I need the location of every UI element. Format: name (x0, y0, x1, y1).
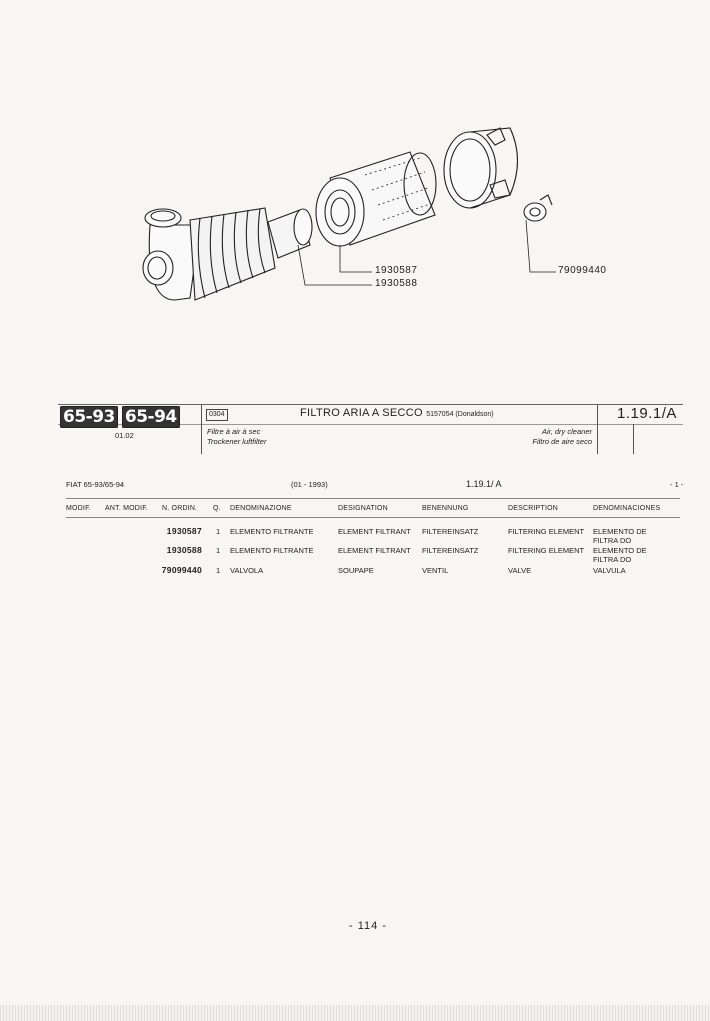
col-denominazione: DENOMINAZIONE (230, 505, 292, 512)
valve-drawing (524, 195, 552, 221)
title-italian: FILTRO ARIA A SECCO (300, 407, 423, 419)
desc-italian: VALVOLA (230, 566, 264, 575)
callout-1930587: 1930587 (375, 265, 418, 276)
desc-french: SOUPAPE (338, 566, 374, 575)
quantity: 1 (216, 566, 221, 575)
quantity: 1 (216, 527, 221, 536)
header-date: 01.02 (115, 431, 134, 440)
desc-german: VENTIL (422, 566, 449, 575)
filter-element-drawing (316, 152, 436, 246)
desc-french: ELEMENT FILTRANT (338, 546, 411, 555)
title-english: Air, dry cleaner (541, 427, 592, 436)
group-code: 0304 (206, 409, 228, 421)
title-note: 5157054 (Donaldson) (426, 411, 494, 418)
callout-1930588: 1930588 (375, 278, 418, 289)
col-n-ordin: N. ORDIN. (162, 505, 198, 512)
filter-cover-drawing (444, 128, 518, 208)
scan-edge-strip (0, 1005, 710, 1021)
col-denominaciones: DENOMINACIONES (593, 505, 661, 512)
model-65-93: 65-93 (60, 406, 118, 428)
desc-spanish: ELEMENTO DE FILTRA DO (593, 546, 647, 564)
desc-english: FILTERING ELEMENT (508, 546, 585, 555)
col-modif: MODIF. (66, 505, 91, 512)
title-spanish: Filtro de aire seco (532, 437, 592, 446)
model-label: FIAT 65-93/65-94 (66, 480, 125, 489)
section-code: 1.19.1/A (617, 405, 677, 422)
col-q: Q. (213, 505, 221, 512)
part-number: 1930587 (166, 526, 202, 536)
model-logo (60, 407, 184, 427)
quantity: 1 (216, 546, 221, 555)
desc-german: FILTEREINSATZ (422, 527, 479, 536)
desc-spanish: VALVULA (593, 566, 626, 575)
filter-housing-drawing (143, 208, 312, 300)
desc-english: VALVE (508, 566, 532, 575)
columns-bottom-rule (66, 517, 680, 518)
header-top-rule (58, 404, 683, 405)
col-description: DESCRIPTION (508, 505, 559, 512)
header-divider-small (633, 424, 634, 454)
group-label: 1.19.1/ A (466, 479, 502, 489)
part-number: 79099440 (161, 565, 202, 575)
date-range: (01 - 1993) (291, 480, 328, 489)
desc-italian: ELEMENTO FILTRANTE (230, 527, 314, 536)
desc-italian: ELEMENTO FILTRANTE (230, 546, 314, 555)
col-designation: DESIGNATION (338, 505, 388, 512)
header-divider-right (597, 404, 598, 454)
page-title (300, 407, 494, 419)
callout-79099440: 79099440 (558, 265, 607, 276)
desc-english: FILTERING ELEMENT (508, 527, 585, 536)
col-ant-modif: ANT. MODIF. (105, 505, 149, 512)
part-number: 1930588 (166, 545, 202, 555)
title-german: Trockener luftfilter (207, 437, 267, 446)
model-65-94: 65-94 (122, 406, 180, 428)
exploded-parts-diagram (0, 0, 710, 380)
col-benennung: BENENNUNG (422, 505, 469, 512)
desc-french: ELEMENT FILTRANT (338, 527, 411, 536)
desc-spanish: ELEMENTO DE FILTRA DO (593, 527, 647, 545)
title-french: Filtre à air à sec (207, 427, 261, 436)
columns-top-rule (66, 498, 680, 499)
page-number: - 114 - (349, 920, 387, 932)
sheet-number: - 1 - (670, 480, 684, 489)
header-divider-left (201, 404, 202, 454)
desc-german: FILTEREINSATZ (422, 546, 479, 555)
